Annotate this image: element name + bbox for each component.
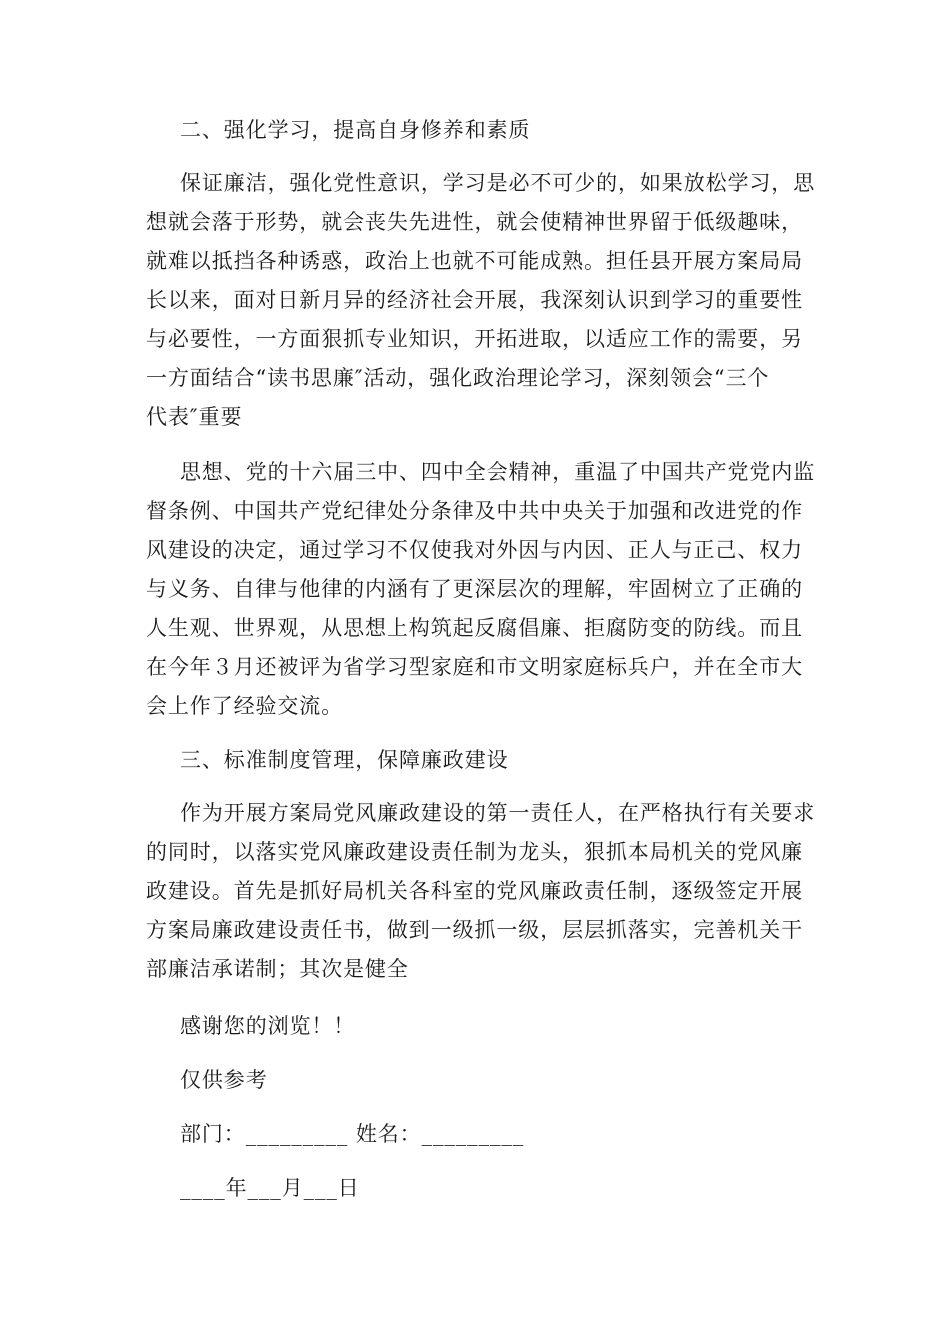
paragraph-line: 保证廉洁，强化党性意识，学习是必不可少的，如果放松学习，思 [180, 171, 816, 195]
paragraph-line: 风建设的决定，通过学习不仅使我对外因与内因、正人与正己、权力 [146, 538, 803, 562]
paragraph-line: 在今年３月还被评为省学习型家庭和市文明家庭标兵户，并在全市大 [146, 655, 803, 679]
paragraph-line: 想就会落于形势，就会丧失先进性，就会使精神世界留于低级趣味， [146, 210, 803, 234]
section-heading-2: 二、强化学习，提高自身修养和素质 [180, 118, 531, 142]
date-line: ____年___月___日 [180, 1176, 360, 1200]
paragraph-line: 代表″重要 [146, 405, 243, 429]
section-heading-3: 三、标准制度管理，保障廉政建设 [180, 748, 509, 772]
paragraph-line: 与义务、自律与他律的内涵有了更深层次的理解，牢固树立了正确的 [146, 577, 803, 601]
paragraph-line: 长以来，面对日新月异的经济社会开展，我深刻认识到学习的重要性 [146, 288, 803, 312]
paragraph-line: 与必要性，一方面狠抓专业知识，开拓进取，以适应工作的需要，另 [146, 327, 803, 351]
department-name-line: 部门：_________ 姓名：_________ [180, 1122, 525, 1146]
paragraph-line: 思想、党的十六届三中、四中全会精神，重温了中国共产党党内监 [180, 460, 816, 484]
paragraph-line: 的同时，以落实党风廉政建设责任制为龙头，狠抓本局机关的党风廉 [146, 840, 803, 864]
paragraph-line: 一方面结合“读书思廉″活动，强化政治理论学习，深刻领会“三个 [146, 366, 770, 390]
paragraph-line: 督条例、中国共产党纪律处分条律及中共中央关于加强和改进党的作 [146, 499, 803, 523]
paragraph-line: 会上作了经验交流。 [146, 694, 344, 718]
paragraph-line: 就难以抵挡各种诱惑，政治上也就不可能成熟。担任县开展方案局局 [146, 249, 803, 273]
paragraph-line: 部廉洁承诺制；其次是健全 [146, 957, 409, 981]
paragraph-line: 人生观、世界观，从思想上构筑起反腐倡廉、拒腐防变的防线。而且 [146, 616, 803, 640]
reference-note: 仅供参考 [180, 1068, 268, 1092]
thanks-text: 感谢您的浏览！！ [180, 1014, 356, 1038]
paragraph-line: 政建设。首先是抓好局机关各科室的党风廉政责任制，逐级签定开展 [146, 879, 803, 903]
paragraph-line: 方案局廉政建设责任书，做到一级抓一级，层层抓落实，完善机关干 [146, 918, 803, 942]
paragraph-line: 作为开展方案局党风廉政建设的第一责任人，在严格执行有关要求 [180, 801, 816, 825]
